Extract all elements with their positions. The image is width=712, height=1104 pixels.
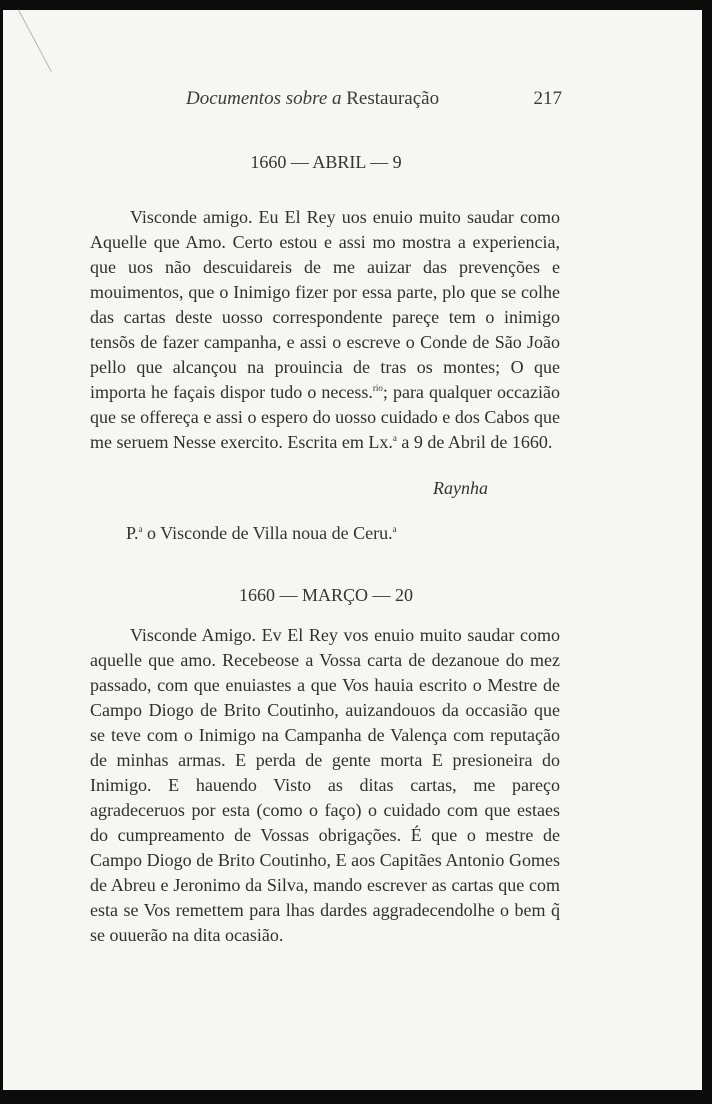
address-part-a: P. [126,523,139,543]
letter1-date-heading: 1660 — ABRIL — 9 [250,152,402,172]
page-fold-mark [18,10,52,72]
letter1-body [90,205,560,455]
page-number: 217 [533,88,562,109]
scan-border-left [0,0,3,1104]
letter1-superscript-rio: rio [372,383,383,393]
letter1-signature: Raynha [433,478,488,498]
letter2-date-heading: 1660 — MARÇO — 20 [238,585,413,605]
address-superscript-1: a [138,524,143,534]
scan-border-bottom [0,1090,712,1104]
scan-border-right [702,0,712,1104]
address-superscript-2: a [392,524,397,534]
running-header [90,88,562,114]
running-title-rest: Restauração [346,88,440,109]
letter1-body-part-b: ; para qualquer occazião que se offereça e assi o espero do uosso cuidado e dos Cabos que me seruem Nesse exercito. Escrita em Lx. [90,382,560,452]
scan-border-top [0,0,712,10]
running-title [186,88,439,110]
letter2-body: Visconde Amigo. Ev El Rey vos enuio muito saudar como aquelle que amo. Recebeose a Vossa carta de dezanoue do mez passado, com que enuiastes a que Vos hauia escrito o Mestre de Campo Diogo de Brito Coutinho, auizandouos da occasião que se teve com o Inimigo na Campanha de Valença com reputação de minhas armas. E perda de gente morta E presioneira do Inimigo. E hauendo Visto as ditas cartas, me pareço agradeceruos por esta (como o faço) o cuidado com que estaes do cumpreamento de Vossas obrigações. É que o mestre de Campo Diogo de Brito Coutinho, E aos Capitães Antonio Gomes de Abreu e Jeronimo da Silva, mando escrever as cartas que com esta se Vos remettem para lhas dardes aggradecendolhe o bem q̃ se ouuerão na dita ocasião. [90,625,560,945]
letter1-superscript-a: a [392,433,397,443]
letter1-body-part-c: a 9 de Abril de 1660. [396,432,553,452]
running-title-italic: Documentos sobre a [186,88,342,109]
letter1-body-part-a: Visconde amigo. Eu El Rey uos enuio muito saudar como Aquelle que Amo. Certo estou e assi mo mostra a experiencia, que uos não descuidareis de me auizar das prevenções e mouimentos, que o Inimigo fizer por essa parte, plo que se colhe das cartas deste uosso correspondente pareçe tem o inimigo tensõs de fazer campanha, e assi o escreve o Conde de São João pello que alcançou na prouincia de tras os montes; O que importa he façais dispor tudo o necess. [90,207,560,402]
address-part-b: o Visconde de Villa noua de Ceru. [142,523,393,543]
letter1-address [126,523,397,544]
